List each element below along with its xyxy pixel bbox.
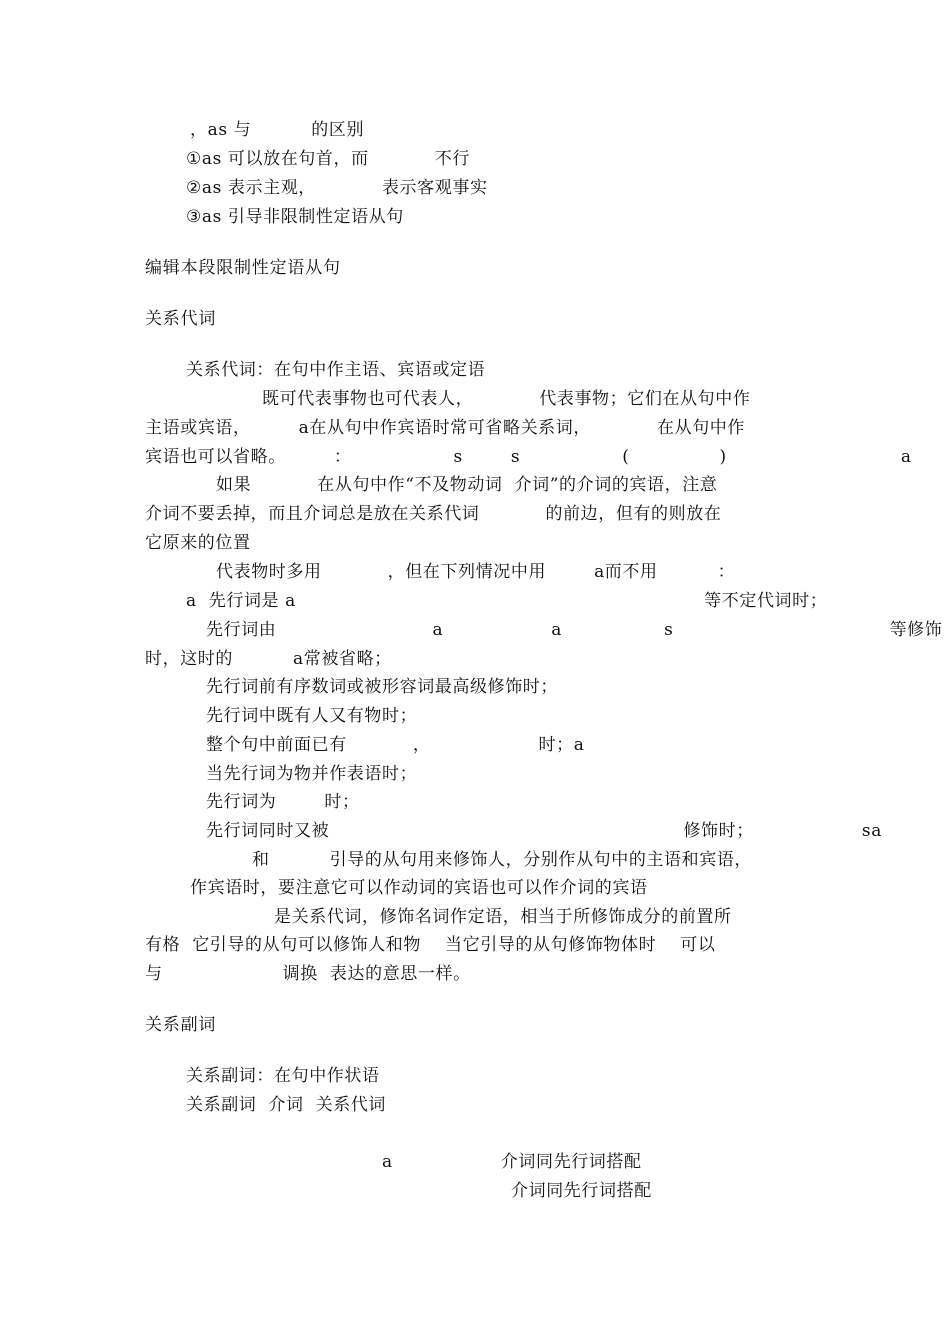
para4-line-2: 有格 它引导的从句可以修饰人和物 当它引导的从句修饰物体时 可以 xyxy=(145,935,716,955)
para3-line-5: 先行词前有序数词或被形容词最高级修饰时； xyxy=(206,677,558,697)
as-point-2: ②as 表示主观， 表示客观事实 xyxy=(186,178,488,198)
para3-line-1: 代表物时多用 ，但在下列情况中用 a而不用 ： xyxy=(216,562,736,582)
para3-line-10: 先行词同时又被 修饰时； sa xyxy=(206,821,882,841)
para1-line-1: 既可代表事物也可代表人， 代表事物；它们在从句中作 xyxy=(262,389,751,409)
para3-line-12: 作宾语时，要注意它可以作动词的宾语也可以作介词的宾语 xyxy=(190,878,648,898)
para3-line-2: a 先行词是 a 等不定代词时； xyxy=(186,591,828,611)
relative-adverb-formula: 关系副词 介词 关系代词 xyxy=(186,1095,387,1115)
para4-line-1: 是关系代词，修饰名词作定语，相当于所修饰成分的前置所 xyxy=(274,907,732,927)
para2-line-3: 它原来的位置 xyxy=(145,533,251,553)
relative-pronoun-intro: 关系代词：在句中作主语、宾语或定语 xyxy=(186,360,486,380)
para3-line-4: 时，这时的 a常被省略； xyxy=(145,649,392,669)
relative-pronoun-heading: 关系代词 xyxy=(145,309,217,329)
para3-line-9: 先行词为 时； xyxy=(206,792,360,812)
para2-line-1: 如果 在从句中作“不及物动词 介词”的介词的宾语，注意 xyxy=(216,475,718,495)
para3-line-11: 和 引导的从句用来修饰人，分别作从句中的主语和宾语， xyxy=(252,850,753,870)
relative-adverb-note-1: a 介词同先行词搭配 xyxy=(382,1152,642,1172)
relative-adverb-heading: 关系副词 xyxy=(145,1015,217,1035)
as-point-1: ①as 可以放在句首，而 不行 xyxy=(186,149,470,169)
para2-line-2: 介词不要丢掉，而且介词总是放在关系代词 的前边，但有的则放在 xyxy=(145,504,722,524)
relative-adverb-note-2: 介词同先行词搭配 xyxy=(511,1181,652,1201)
para3-line-3: 先行词由 a a s 等修饰 xyxy=(206,620,943,640)
as-section-title: ，as 与 的区别 xyxy=(190,120,365,140)
para3-line-6: 先行词中既有人又有物时； xyxy=(206,706,418,726)
para3-line-8: 当先行词为物并作表语时； xyxy=(206,764,418,784)
para4-line-3: 与 调换 表达的意思一样。 xyxy=(145,964,471,984)
edit-section-heading: 编辑本段限制性定语从句 xyxy=(145,258,341,278)
para1-line-3: 宾语也可以省略。 ： s s ( ) a xyxy=(145,447,912,467)
relative-adverb-intro: 关系副词：在句中作状语 xyxy=(186,1066,380,1086)
as-point-3: ③as 引导非限制性定语从句 xyxy=(186,207,404,227)
para3-line-7: 整个句中前面已有 ， 时；a xyxy=(206,735,585,755)
para1-line-2: 主语或宾语， a在从句中作宾语时常可省略关系词， 在从句中作 xyxy=(145,418,746,438)
